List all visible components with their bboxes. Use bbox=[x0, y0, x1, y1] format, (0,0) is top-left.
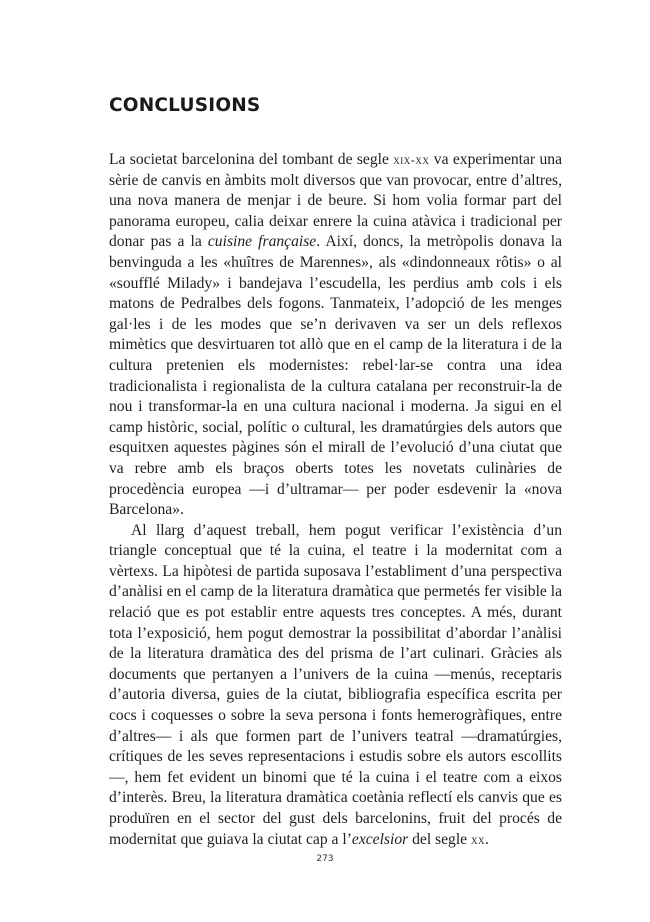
text-run: Al llarg d’aquest treball, hem pogut verificar l’existència d’un triangle conceptual que té la cuina, el teatre i la modernitat com a vèrtexs. La hipòtesi de partida suposava l’establiment d’una perspectiva d’anàlisi en el camp de la literatura dramàtica que permetés fer visible la relació que es pot establir entre aquests tres conceptes. A més, durant tota l’exposició, hem pogut demostrar la possibilitat d’abordar l’anàlisi de la literatura dramàtica des del prisma de l’art culinari. Gràcies als documents que pertanyen a l’univers de la cuina —menús, receptaris d’autoria diversa, guies de la ciutat, bibliografia específica escrita per cocs i coquesses o sobre la seva persona i fonts hemerogràfiques, entre d’altres— i als que formen part de l’univers teatral —dramatúrgies, crítiques de les seves representacions i estudis sobre els autors escollits—, hem fet evident un binomi que té la cuina i el teatre com a eixos d’interès. Breu, la literatura dramàtica coetània reflectí els canvis que es produïren en el sector del gust dels barcelonins, fruit del procés de modernitat que guiava la ciutat cap a l’ bbox=[109, 521, 562, 848]
text-run: del segle bbox=[408, 830, 471, 848]
italic-phrase: excelsior bbox=[351, 830, 409, 848]
paragraph-2 bbox=[109, 521, 562, 851]
body-text bbox=[109, 150, 562, 850]
text-run: . Així, doncs, la metròpolis donava la benvinguda a les «huîtres de Marennes», als «dindonneaux rôtis» o al «soufflé Milady» i bandejava l’escudella, les perdius amb cols i els matons de Pedralbes dels fogons. Tanmateix, l’adopció de les menges gal·les i de les modes que se’n derivaven va ser un dels reflexos mimètics que desvirtuaren tot allò que en el camp de la literatura i de la cultura pretenien els modernistes: rebel·lar-se contra una idea tradicionalista i regionalista de la cultura catalana per reconstruir-la de nou i transformar-la en una cultura nacional i moderna. Ja sigui en el camp històric, social, polític o cultural, les dramatúrgies dels autors que esquitxen aquestes pàgines són el mirall de l’evolució d’una ciutat que va rebre amb els braços oberts totes les novetats culinàries de procedència europea —i d’ultramar— per poder esdevenir la «nova Barcelona». bbox=[109, 233, 562, 519]
text-run: La societat barcelonina del tombant de segle bbox=[109, 151, 394, 168]
century-numeral: xx bbox=[471, 832, 485, 847]
page-number: 273 bbox=[316, 854, 334, 864]
paragraph-1 bbox=[109, 150, 562, 521]
text-run: . bbox=[485, 830, 489, 848]
century-numeral: xix-xx bbox=[393, 153, 430, 167]
chapter-heading: CONCLUSIONS bbox=[109, 95, 261, 116]
text-run: va experimentar una sèrie de canvis en àmbits molt diversos que van provocar, entre d’altres, una nova manera de menjar i de beure. Si hom volia formar part del panorama europeu, calia deixar enrere la cuina atàvica i tradicional per donar pas a la bbox=[109, 151, 562, 251]
italic-phrase: cuisine française bbox=[207, 233, 317, 251]
